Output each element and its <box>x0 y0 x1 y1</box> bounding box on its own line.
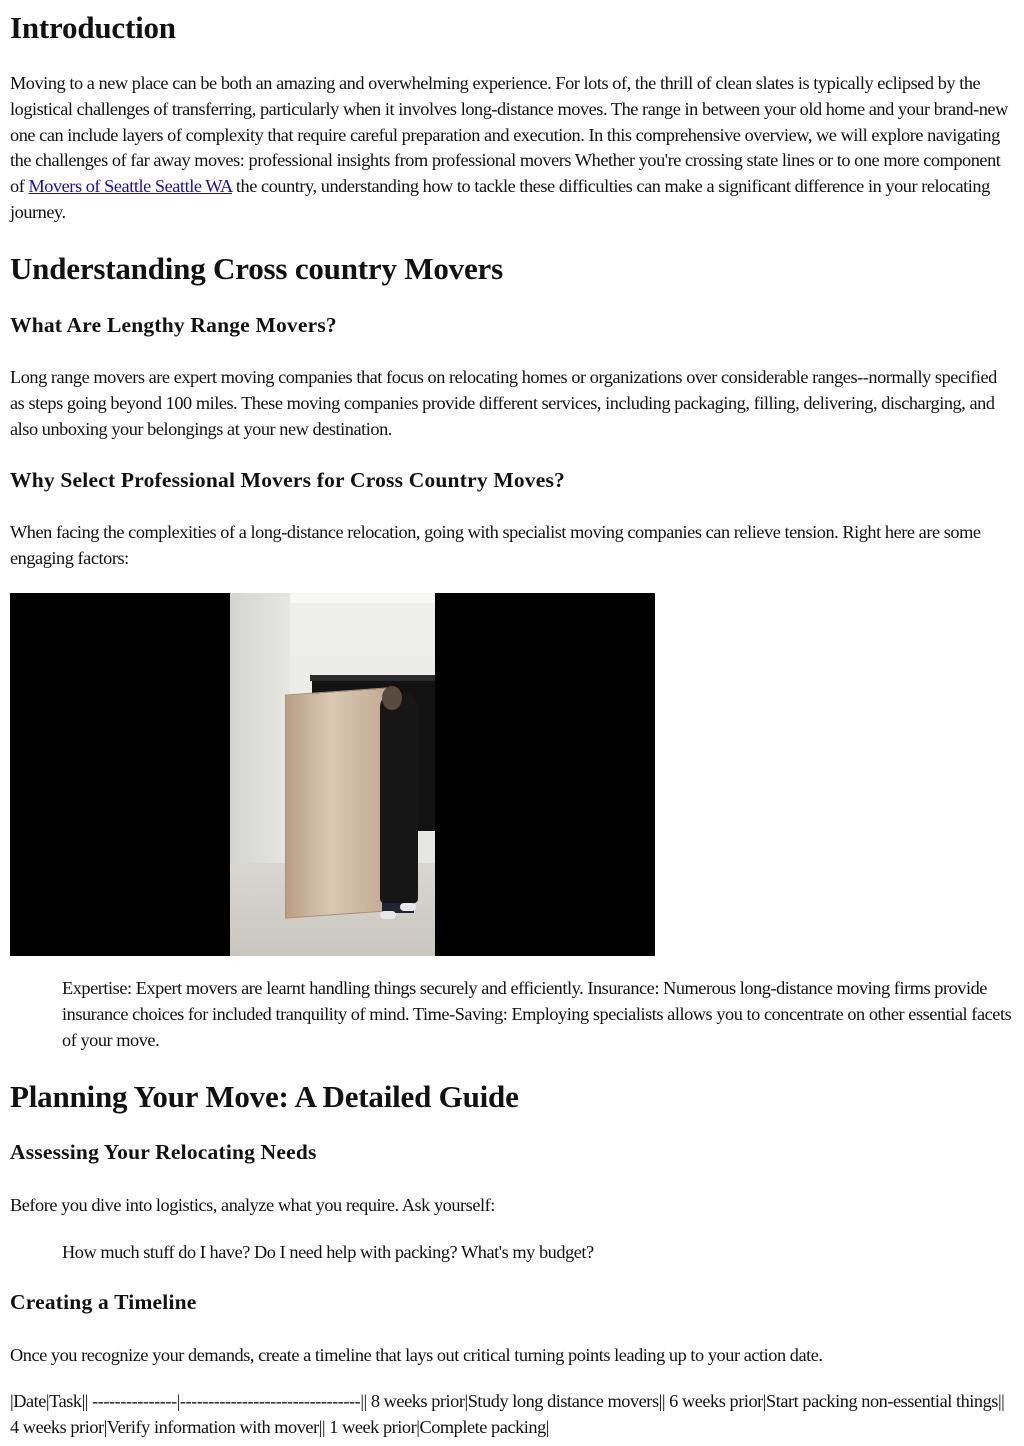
intro-text-before-link: Moving to a new place can be both an amazing and overwhelming experience. For lots of, the thrill of clean slates is typically eclipsed by the logistical challenges of transferring, particularly when it involves long-distance moves. The range in between your old home and your brand-new one can include layers of complexity that require careful preparation and execution. In this comprehensive overview, we will explore navigating the challenges of far away moves: professional insights from professional movers Whether you're crossing state lines or to one more component of <box>10 73 1008 197</box>
why-paragraph: When facing the complexities of a long-distance relocation, going with specialist moving companies can relieve tension. Right here are some engaging factors: <box>10 522 981 568</box>
assess-paragraph: Before you dive into logistics, analyze what you require. Ask yourself: <box>10 1195 495 1215</box>
moving-photo <box>10 593 655 956</box>
wrapped-mattress <box>285 687 387 918</box>
why-heading: Why Select Professional Movers for Cross Country Moves? <box>10 468 565 492</box>
shoe <box>380 911 396 919</box>
understanding-heading: Understanding Cross country Movers <box>10 251 503 286</box>
photo-scene <box>230 593 435 956</box>
what-paragraph: Long range movers are expert moving companies that focus on relocating homes or organizations over considerable ranges--normally specified as steps going beyond 100 miles. These moving companies provide different services, including packaging, filling, delivering, discharging, and also unboxing your belongings at your new destination. <box>10 367 997 439</box>
person <box>380 693 418 903</box>
what-heading: What Are Lengthy Range Movers? <box>10 313 337 337</box>
planning-heading: Planning Your Move: A Detailed Guide <box>10 1079 519 1114</box>
reasons-list: Expertise: Expert movers are learnt handling things securely and efficiently. Insurance: Numerous long-distance moving firms provide insurance choices for included tranquility of mind. Time-Saving: Employing specialists allows you to concentrate on other essential facets of your move. <box>62 978 1012 1050</box>
timeline-paragraph: Once you recognize your demands, create a timeline that lays out critical turning points leading up to your action date. <box>10 1345 823 1365</box>
wall <box>230 593 290 893</box>
intro-text-after-link: the country, understanding how to tackle these difficulties can make a significant difference in your relocating journey. <box>10 176 990 222</box>
movers-seattle-link[interactable]: Movers of Seattle Seattle WA <box>28 176 232 197</box>
intro-paragraph <box>10 71 1015 226</box>
timeline-heading: Creating a Timeline <box>10 1290 197 1314</box>
assess-heading: Assessing Your Relocating Needs <box>10 1140 317 1164</box>
person-head <box>382 686 402 710</box>
timeline-table-text: |Date|Task|| ---------------|--------------------------------|| 8 weeks prior|Study long distance movers|| 6 weeks prior|Start packing non-essential things|| 4 weeks prior|Verify information with mover|| 1 week prior|Complete packing| <box>10 1391 1005 1437</box>
questions-list: How much stuff do I have? Do I need help with packing? What's my budget? <box>62 1242 594 1262</box>
shoe <box>400 903 416 911</box>
intro-heading: Introduction <box>10 10 176 45</box>
